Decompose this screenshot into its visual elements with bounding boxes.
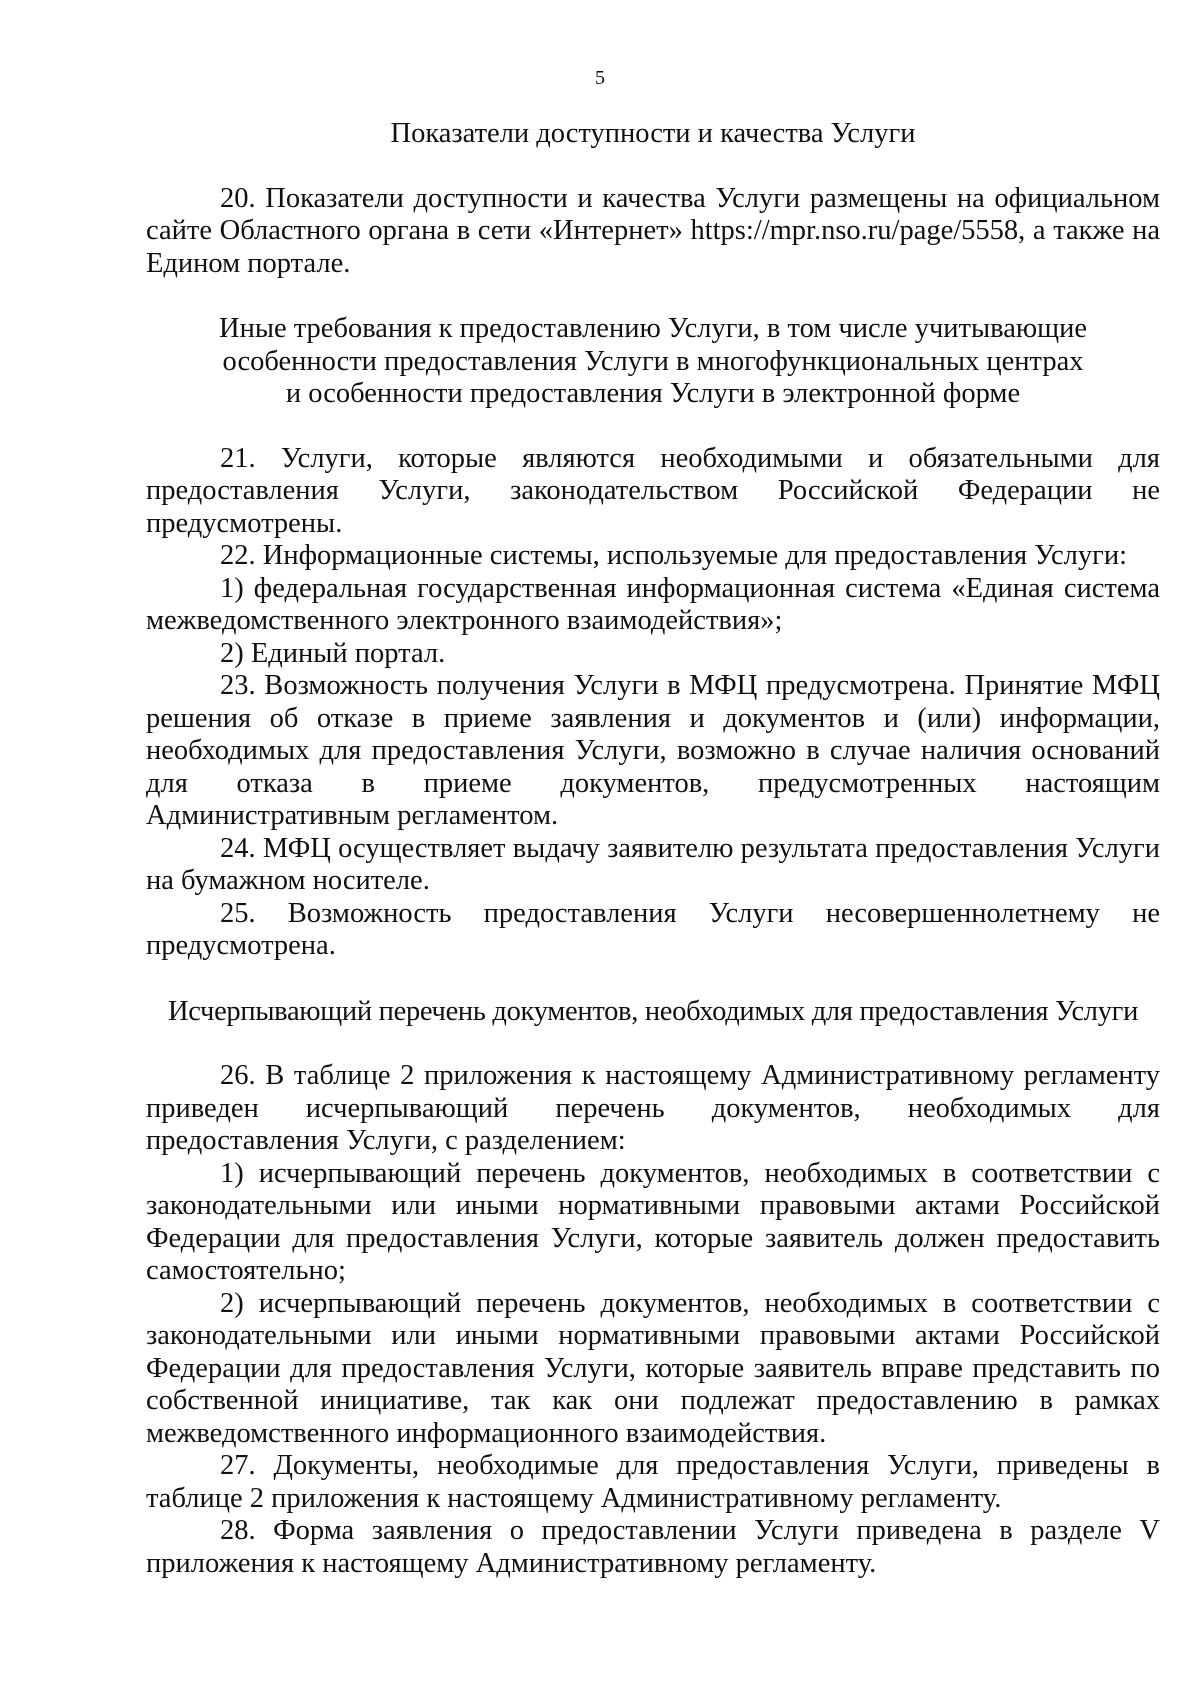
heading-line: Показатели доступности и качества Услуги <box>390 118 916 149</box>
paragraph-23: 23. Возможность получения Услуги в МФЦ предусмотрена. Принятие МФЦ решения об отказе в приеме заявления и документов и (или) информации, необходимых для предоставления Услуги, возможно в случае наличия оснований для отказа в приеме документов, предусмотренных настоящим Административным регламентом. <box>146 670 1160 831</box>
paragraph-28: 28. Форма заявления о предоставлении Услуги приведена в разделе V приложения к настоящему Административному регламенту. <box>146 1515 1160 1579</box>
section-documents-list <box>146 996 1160 1581</box>
paragraph-21: 21. Услуги, которые являются необходимыми и обязательными для предоставления Услуги, законодательством Российской Федерации не предусмотрены. <box>146 442 1160 539</box>
paragraph-25: 25. Возможность предоставления Услуги несовершеннолетнему не предусмотрена. <box>146 897 1160 961</box>
paragraph-20: 20. Показатели доступности и качества Услуги размещены на официальном сайте Областного органа в сети «Интернет» https://mpr.nso.ru/page/5558, а также на Едином портале. <box>146 182 1160 279</box>
paragraph-26-item-2: 2) исчерпывающий перечень документов, необходимых в соответствии с законодательными или иными нормативными правовыми актами Российской Федерации для предоставления Услуги, которые заявитель вправе представить по собственной инициативе, так как они подлежат предоставлению в рамках межведомственного информационного взаимодействия. <box>146 1287 1160 1449</box>
paragraph-27: 27. Документы, необходимые для предоставления Услуги, приведены в таблице 2 приложения к настоящему Административному регламенту. <box>146 1450 1160 1514</box>
paragraph-24: 24. МФЦ осуществляет выдачу заявителю результата предоставления Услуги на бумажном носителе. <box>146 832 1160 896</box>
document-body <box>146 118 1160 1580</box>
heading-line: особенности предоставления Услуги в многофункциональных центрах <box>222 345 1084 377</box>
section-heading <box>146 118 1160 151</box>
heading-line: Иные требования к предоставлению Услуги, в том числе учитывающие <box>219 313 1087 344</box>
paragraph-22-item-1: 1) федеральная государственная информационная система «Единая система межведомственного электронного взаимодействия»; <box>146 572 1160 636</box>
heading-line: Исчерпывающий перечень документов, необходимых для предоставления Услуги <box>167 995 1139 1027</box>
paragraph-22: 22. Информационные системы, используемые для предоставления Услуги: <box>220 540 1127 571</box>
paragraph-26-item-1: 1) исчерпывающий перечень документов, необходимых в соответствии с законодательными или иными нормативными правовыми актами Российской Федерации для предоставления Услуги, которые заявитель должен предоставить самостоятельно; <box>146 1157 1160 1286</box>
paragraph-22-item-2: 2) Единый портал. <box>220 637 446 669</box>
paragraph-26: 26. В таблице 2 приложения к настоящему Административному регламенту приведен исчерпывающий перечень документов, необходимых для предоставления Услуги, с разделением: <box>146 1060 1160 1156</box>
section-heading <box>146 313 1160 411</box>
page-number: 5 <box>595 67 605 89</box>
section-heading <box>146 996 1160 1029</box>
heading-line: и особенности предоставления Услуги в электронной форме <box>285 378 1021 409</box>
section-other-requirements <box>146 313 1160 963</box>
section-availability-quality <box>146 118 1160 280</box>
